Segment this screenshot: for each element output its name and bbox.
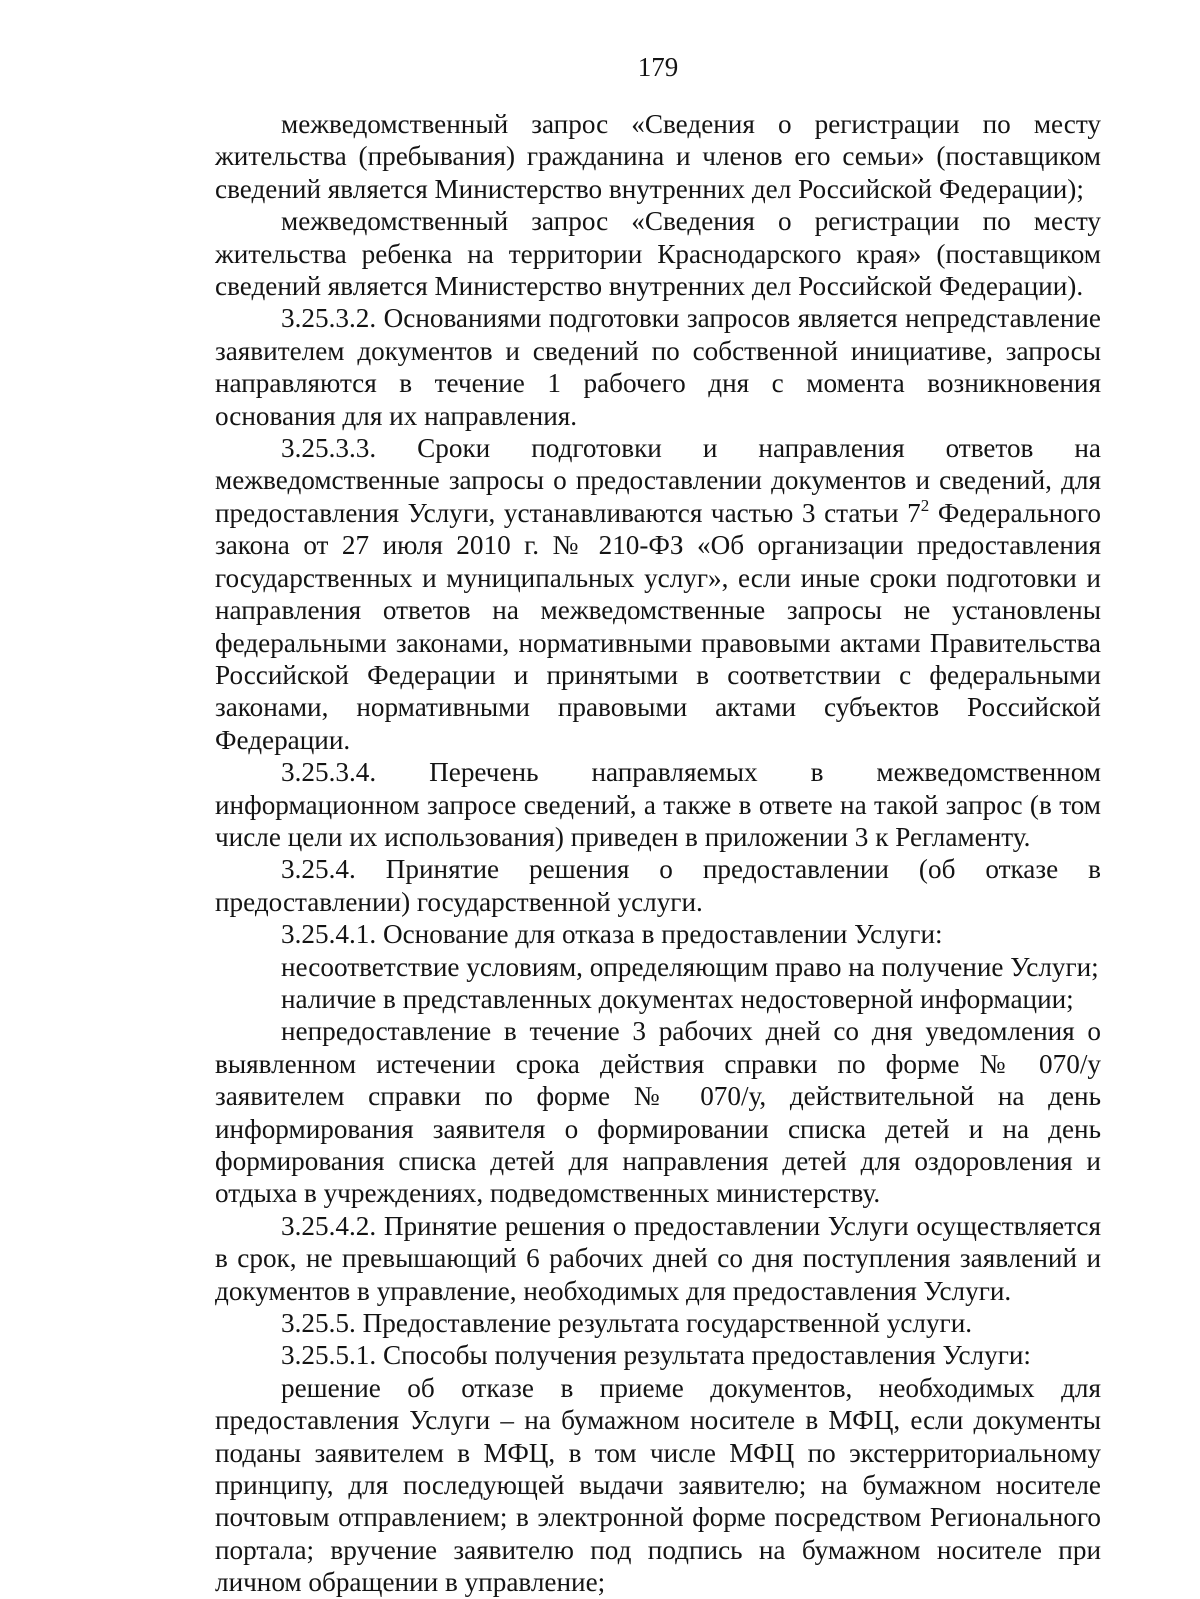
document-body [215,108,1101,1599]
superscript-article-index: 2 [920,495,930,515]
paragraph-3-25-3-4: 3.25.3.4. Перечень направляемых в межведомственном информационном запросе сведений, а также в ответе на такой запрос (в том числе цели их использования) приведен в приложении 3 к Регламенту. [215,757,1101,852]
paragraph-3-25-4: 3.25.4. Принятие решения о предоставлении (об отказе в предоставлении) государственной услуги. [215,854,1101,917]
paragraph-refusal-decision-delivery: решение об отказе в приеме документов, необходимых для предоставления Услуги – на бумажном носителе в МФЦ, если документы поданы заявителем в МФЦ, в том числе МФЦ по экстерриториальному принципу, для последующей выдачи заявителю; на бумажном носителе почтовым отправлением; в электронной форме посредством Регионального портала; вручение заявителю под подпись на бумажном носителе при личном обращении в управление; [215,1372,1101,1598]
paragraph-3-25-3-3-part-1: 3.25.3.3. Сроки подготовки и направления ответов на межведомственные запросы о предоставлении документов и сведений, для предоставления Услуги, устанавливаются частью 3 статьи 7 [215,433,1101,528]
paragraph-3-25-3-2: 3.25.3.2. Основаниями подготовки запросов является непредставление заявителем документов и сведений по собственной инициативе, запросы направляются в течение 1 рабочего дня с момента возникновения основания для их направления. [215,303,1101,431]
paragraph-3-25-5-1: 3.25.5.1. Способы получения результата предоставления Услуги: [281,1340,1031,1371]
paragraph-3-25-3-3 [215,432,1101,756]
paragraph-interagency-request-residence-child: межведомственный запрос «Сведения о регистрации по месту жительства ребенка на территории Краснодарского края» (поставщиком сведений является Министерство внутренних дел Российской Федерации). [215,206,1101,302]
paragraph-3-25-3-3-part-2: Федерального закона от 27 июля 2010 г. № 210-ФЗ «Об организации предоставления государственных и муниципальных услуг», если иные сроки подготовки и направления ответов на межведомственные запросы не установлены федеральными законами, нормативными правовыми актами Правительства Российской Федерации и принятыми в соответствии с федеральными законами, нормативными правовыми актами субъектов Российской Федерации. [215,497,1101,755]
page-number: 179 [637,52,679,82]
paragraph-refusal-reason-conditions: несоответствие условиям, определяющим право на получение Услуги; [281,951,1099,982]
paragraph-3-25-4-1: 3.25.4.1. Основание для отказа в предоставлении Услуги: [281,919,943,950]
paragraph-refusal-reason-false-info: наличие в представленных документах недостоверной информации; [281,983,1074,1014]
paragraph-3-25-5: 3.25.5. Предоставление результата государственной услуги. [281,1308,973,1339]
paragraph-3-25-4-2: 3.25.4.2. Принятие решения о предоставлении Услуги осуществляется в срок, не превышающий 6 рабочих дней со дня поступления заявлений и документов в управление, необходимых для предоставления Услуги. [215,1210,1101,1306]
paragraph-interagency-request-residence-family: межведомственный запрос «Сведения о регистрации по месту жительства (пребывания) гражданина и членов его семьи» (поставщиком сведений является Министерство внутренних дел Российской Федерации); [215,109,1101,204]
paragraph-refusal-reason-certificate: непредоставление в течение 3 рабочих дней со дня уведомления о выявленном истечении срока действия справки по форме № 070/у заявителем справки по форме № 070/у, действительной на день информирования заявителя о формировании списка детей и на день формирования списка детей для направления детей для оздоровления и отдыха в учреждениях, подведомственных министерству. [215,1016,1101,1209]
